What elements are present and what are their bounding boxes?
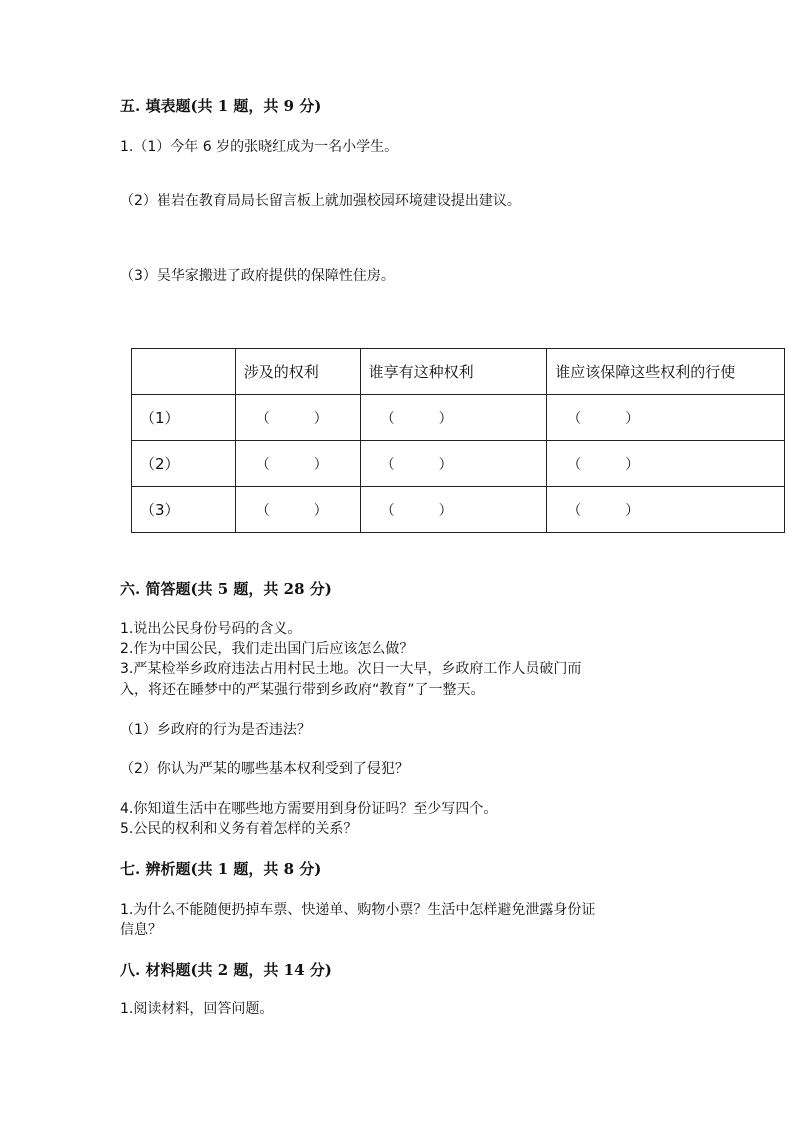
question-5-1-part-1: 1.（1）今年 6 岁的张晓红成为一名小学生。 [120,139,399,155]
table-header-cell: 谁应该保障这些权利的行使 [547,349,785,395]
open-paren: （ [567,410,582,427]
open-paren: （ [567,502,582,519]
question-6-3-line-1: 3.严某检举乡政府违法占用村民土地。次日一大早，乡政府工作人员破门而 [120,661,582,677]
open-paren: （ [380,456,395,473]
answer-blank[interactable] [360,441,547,487]
close-paren: ） [625,456,640,473]
section-6-heading: 六. 简答题(共 5 题，共 28 分) [120,580,332,598]
close-paren: ） [438,502,453,519]
answer-blank[interactable] [360,395,547,441]
question-6-5: 5.公民的权利和义务有着怎样的关系？ [120,821,358,837]
answer-blank[interactable] [547,395,785,441]
answer-blank[interactable] [235,441,360,487]
table-row [132,487,785,533]
close-paren: ） [313,410,328,427]
open-paren: （ [255,410,270,427]
close-paren: ） [625,502,640,519]
question-6-3-sub-2: （2）你认为严某的哪些基本权利受到了侵犯？ [120,761,409,777]
section-7-heading: 七. 辨析题(共 1 题，共 8 分) [120,860,322,878]
table-header-row [132,349,785,395]
question-6-4: 4.你知道生活中在哪些地方需要用到身份证吗？至少写四个。 [120,801,498,817]
table-row [132,441,785,487]
question-5-1-part-3: （3）吴华家搬进了政府提供的保障性住房。 [120,268,395,284]
close-paren: ） [438,456,453,473]
question-7-1-line-2: 信息？ [120,922,162,938]
answer-blank[interactable] [547,487,785,533]
row-label: （1） [132,395,236,441]
close-paren: ） [313,502,328,519]
close-paren: ） [625,410,640,427]
answer-blank[interactable] [235,487,360,533]
question-8-1: 1.阅读材料，回答问题。 [120,1001,274,1017]
table-header-cell [132,349,236,395]
answer-blank[interactable] [235,395,360,441]
section-8-heading: 八. 材料题(共 2 题，共 14 分) [120,961,332,979]
fill-in-table [131,348,785,533]
answer-blank[interactable] [360,487,547,533]
open-paren: （ [380,410,395,427]
close-paren: ） [313,456,328,473]
answer-blank[interactable] [547,441,785,487]
row-label: （3） [132,487,236,533]
question-6-3-sub-1: （1）乡政府的行为是否违法？ [120,722,311,738]
open-paren: （ [380,502,395,519]
table-row [132,395,785,441]
table-header-cell: 涉及的权利 [235,349,360,395]
section-5-heading: 五. 填表题(共 1 题，共 9 分) [120,97,322,115]
close-paren: ） [438,410,453,427]
row-label: （2） [132,441,236,487]
open-paren: （ [255,502,270,519]
open-paren: （ [567,456,582,473]
question-7-1-line-1: 1.为什么不能随便扔掉车票、快递单、购物小票？生活中怎样避免泄露身份证 [120,902,596,918]
question-6-2: 2.作为中国公民，我们走出国门后应该怎么做？ [120,641,414,657]
table-header-cell: 谁享有这种权利 [360,349,547,395]
question-5-1-part-2: （2）崔岩在教育局局长留言板上就加强校园环境建设提出建议。 [120,193,521,209]
question-6-1: 1.说出公民身份号码的含义。 [120,621,302,637]
question-6-3-line-2: 入，将还在睡梦中的严某强行带到乡政府“教育”了一整天。 [120,682,485,698]
open-paren: （ [255,456,270,473]
